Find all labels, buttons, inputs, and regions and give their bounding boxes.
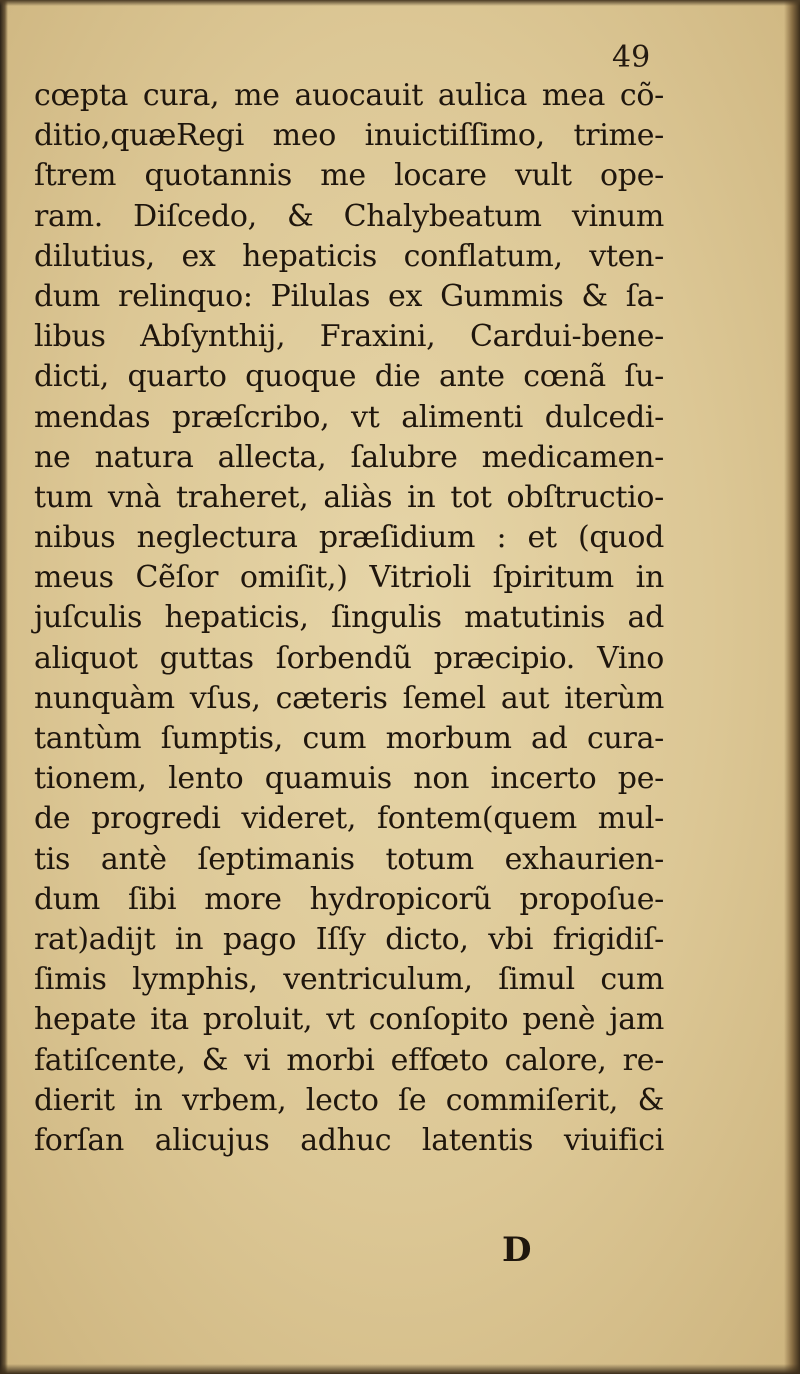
text-line: nibus neglectura præſidium : et (quod [34, 520, 664, 556]
text-line: mendas præſcribo, vt alimenti dulcedi- [34, 399, 664, 435]
signature-mark: D [502, 1230, 532, 1270]
text-line: dierit in vrbem, lecto ſe commiſerit, & [34, 1082, 664, 1118]
text-line: ſimis lymphis, ventriculum, ſimul cum [34, 962, 664, 998]
text-line: cœpta cura, me auocauit aulica mea cõ- [34, 78, 664, 113]
text-line: dum ſibi more hydropicorũ propoſue- [34, 881, 664, 917]
page-top-edge [0, 0, 800, 6]
text-line: nunquàm vſus, cæteris ſemel aut iterùm [34, 680, 664, 716]
text-line: ſtrem quotannis me locare vult ope- [34, 158, 664, 194]
text-line: dum relinquo: Pilulas ex Gummis & ſa- [34, 278, 664, 314]
page-bottom-edge [0, 1364, 800, 1374]
text-line: tionem, lento quamuis non incerto pe- [34, 761, 664, 797]
text-line: aliquot guttas ſorbendũ præcipio. Vino [34, 640, 664, 676]
text-line: ram. Diſcedo, & Chalybeatum vinum [34, 198, 664, 234]
text-line: juſculis hepaticis, ſingulis matutinis ad [34, 600, 664, 636]
page-right-edge [784, 0, 800, 1374]
body-text [34, 76, 664, 1161]
text-line: dilutius, ex hepaticis conflatum, vten- [34, 238, 664, 274]
page-left-edge [0, 0, 8, 1374]
text-line: libus Abſynthij, Fraxini, Cardui-bene- [34, 319, 664, 355]
text-line: ditio,quæRegi meo inuictiſſimo, trime- [34, 118, 664, 154]
text-line: tum vnà traheret, aliàs in tot obſtructio- [34, 479, 664, 515]
text-line: fatiſcente, & vi morbi effœto calore, re- [34, 1042, 664, 1078]
text-line: rat)adijt in pago Iſſy dicto, vbi frigidiſ- [34, 921, 664, 957]
text-line: forſan alicujus adhuc latentis viuifici [34, 1122, 664, 1158]
text-line: meus Cẽſor omiſit,) Vitrioli ſpiritum in [34, 560, 664, 596]
text-line: dicti, quarto quoque die ante cœnã ſu- [34, 359, 664, 395]
text-line: tis antè ſeptimanis totum exhaurien- [34, 841, 664, 877]
text-line: tantùm ſumptis, cum morbum ad cura- [34, 721, 664, 756]
text-line: ne natura allecta, ſalubre medicamen- [34, 439, 664, 475]
text-line: de progredi videret, fontem(quem mul- [34, 801, 664, 837]
text-line: hepate ita proluit, vt conſopito penè jam [34, 1002, 664, 1038]
page-number: 49 [612, 40, 651, 75]
